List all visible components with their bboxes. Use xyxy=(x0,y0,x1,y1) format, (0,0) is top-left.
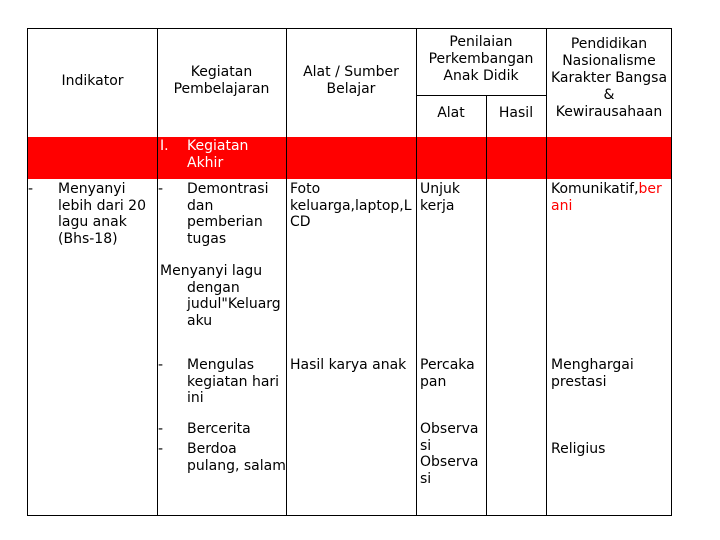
kegiatan-line: Demontrasi xyxy=(187,181,269,197)
section-title-line1: Kegiatan xyxy=(187,138,249,154)
header-alat-text: Alat xyxy=(437,105,465,121)
penilaian-alat-row1 xyxy=(420,181,460,214)
karakter-line: prestasi xyxy=(551,373,607,390)
alat-sumber-line: Hasil karya anak xyxy=(290,357,407,373)
penilaian-alat-line: Observa xyxy=(420,421,479,437)
alat-sumber-line: keluarga,laptop,L xyxy=(290,197,412,214)
header-alat-sumber-line1: Alat / Sumber xyxy=(303,64,399,80)
header-kegiatan-line1: Kegiatan xyxy=(190,64,253,80)
kegiatan-item3-bullet: - xyxy=(158,421,164,437)
penilaian-alat-row3 xyxy=(420,421,478,487)
header-hasil-text: Hasil xyxy=(498,105,534,121)
header-pendidikan-line2: Nasionalisme xyxy=(562,53,656,69)
kegiatan-line: ini xyxy=(187,390,204,406)
header-pendidikan-line5: Kewirausahaan xyxy=(555,104,663,120)
header-pendidikan-line4: & xyxy=(603,87,615,103)
penilaian-alat-line: si xyxy=(420,470,432,487)
penilaian-alat-line: si xyxy=(420,437,432,454)
indikator-line: lebih dari 20 xyxy=(58,197,146,214)
column-divider xyxy=(486,95,487,516)
penilaian-alat-line: Unjuk xyxy=(420,181,460,197)
header-pendidikan-line3: Karakter Bangsa xyxy=(550,70,668,86)
header-alat xyxy=(416,105,486,122)
karakter-row3: Religius xyxy=(551,441,606,457)
kegiatan-line: pulang, salam xyxy=(187,457,286,474)
header-kegiatan xyxy=(157,64,286,98)
penilaian-alat-line: Percaka xyxy=(420,357,475,373)
alat-sumber-row2 xyxy=(290,357,406,374)
header-pendidikan xyxy=(546,36,672,121)
header-penilaian-line3: Anak Didik xyxy=(443,68,519,84)
kegiatan-line: Berdoa xyxy=(187,441,237,457)
kegiatan-line: pemberian xyxy=(187,214,263,230)
kegiatan-item1 xyxy=(187,181,268,247)
header-penilaian-line2: Perkembangan xyxy=(428,51,534,67)
alat-sumber-row1 xyxy=(290,181,416,231)
kegiatan-item4 xyxy=(187,441,286,474)
header-indikator xyxy=(28,73,157,90)
column-divider xyxy=(416,28,417,516)
kegiatan-line: Menyanyi lagu xyxy=(160,263,263,279)
penilaian-alat-line: pan xyxy=(420,373,447,390)
kegiatan-line: kegiatan hari xyxy=(187,373,280,390)
kegiatan-item2-bullet: - xyxy=(158,357,164,373)
section-title xyxy=(187,138,248,171)
indikator-line: Menyanyi xyxy=(58,181,126,197)
kegiatan-line: judul"Keluarg xyxy=(187,296,281,312)
alat-sumber-line: Foto xyxy=(290,181,321,197)
penilaian-alat-row2 xyxy=(420,357,475,390)
kegiatan-line: tugas xyxy=(187,230,227,247)
karakter-row2 xyxy=(551,357,634,390)
kegiatan-item2 xyxy=(187,357,279,407)
alat-sumber-line: CD xyxy=(290,214,311,230)
indikator-line: (Bhs-18) xyxy=(58,230,118,247)
header-alat-sumber-line2: Belajar xyxy=(326,81,376,97)
kegiatan-line: dengan xyxy=(187,279,240,296)
column-divider xyxy=(286,28,287,516)
karakter-line xyxy=(551,181,662,198)
header-pendidikan-line1: Pendidikan xyxy=(570,36,648,52)
kegiatan-line: aku xyxy=(187,312,213,329)
header-divider xyxy=(416,95,546,96)
karakter-row1 xyxy=(551,181,662,214)
penilaian-alat-line: kerja xyxy=(420,197,455,214)
header-hasil xyxy=(486,105,546,122)
karakter-red-text: ber xyxy=(638,181,662,197)
header-kegiatan-line2: Pembelajaran xyxy=(173,81,270,97)
indikator-bullet: - xyxy=(28,181,34,197)
section-number: I. xyxy=(160,138,169,154)
kegiatan-item4-bullet: - xyxy=(158,441,164,457)
kegiatan-line: Bercerita xyxy=(187,421,251,437)
indikator-text xyxy=(58,181,146,247)
kegiatan-item1-cont xyxy=(160,263,286,329)
header-penilaian-line1: Penilaian xyxy=(449,34,513,50)
karakter-red-line: ani xyxy=(551,197,573,214)
section-title-line2: Akhir xyxy=(187,154,224,171)
section-header-band xyxy=(28,137,671,179)
header-alat-sumber xyxy=(286,64,416,98)
header-penilaian xyxy=(416,34,546,85)
kegiatan-line: dan xyxy=(187,197,214,214)
karakter-black-text: Komunikatif, xyxy=(551,181,639,197)
karakter-line: Menghargai xyxy=(551,357,634,373)
indikator-line: lagu anak xyxy=(58,214,127,230)
kegiatan-item3 xyxy=(187,421,251,438)
header-indikator-text: Indikator xyxy=(61,73,124,89)
kegiatan-item1-bullet: - xyxy=(158,181,164,197)
kegiatan-line: Mengulas xyxy=(187,357,255,373)
penilaian-alat-line: Observa xyxy=(420,454,479,470)
